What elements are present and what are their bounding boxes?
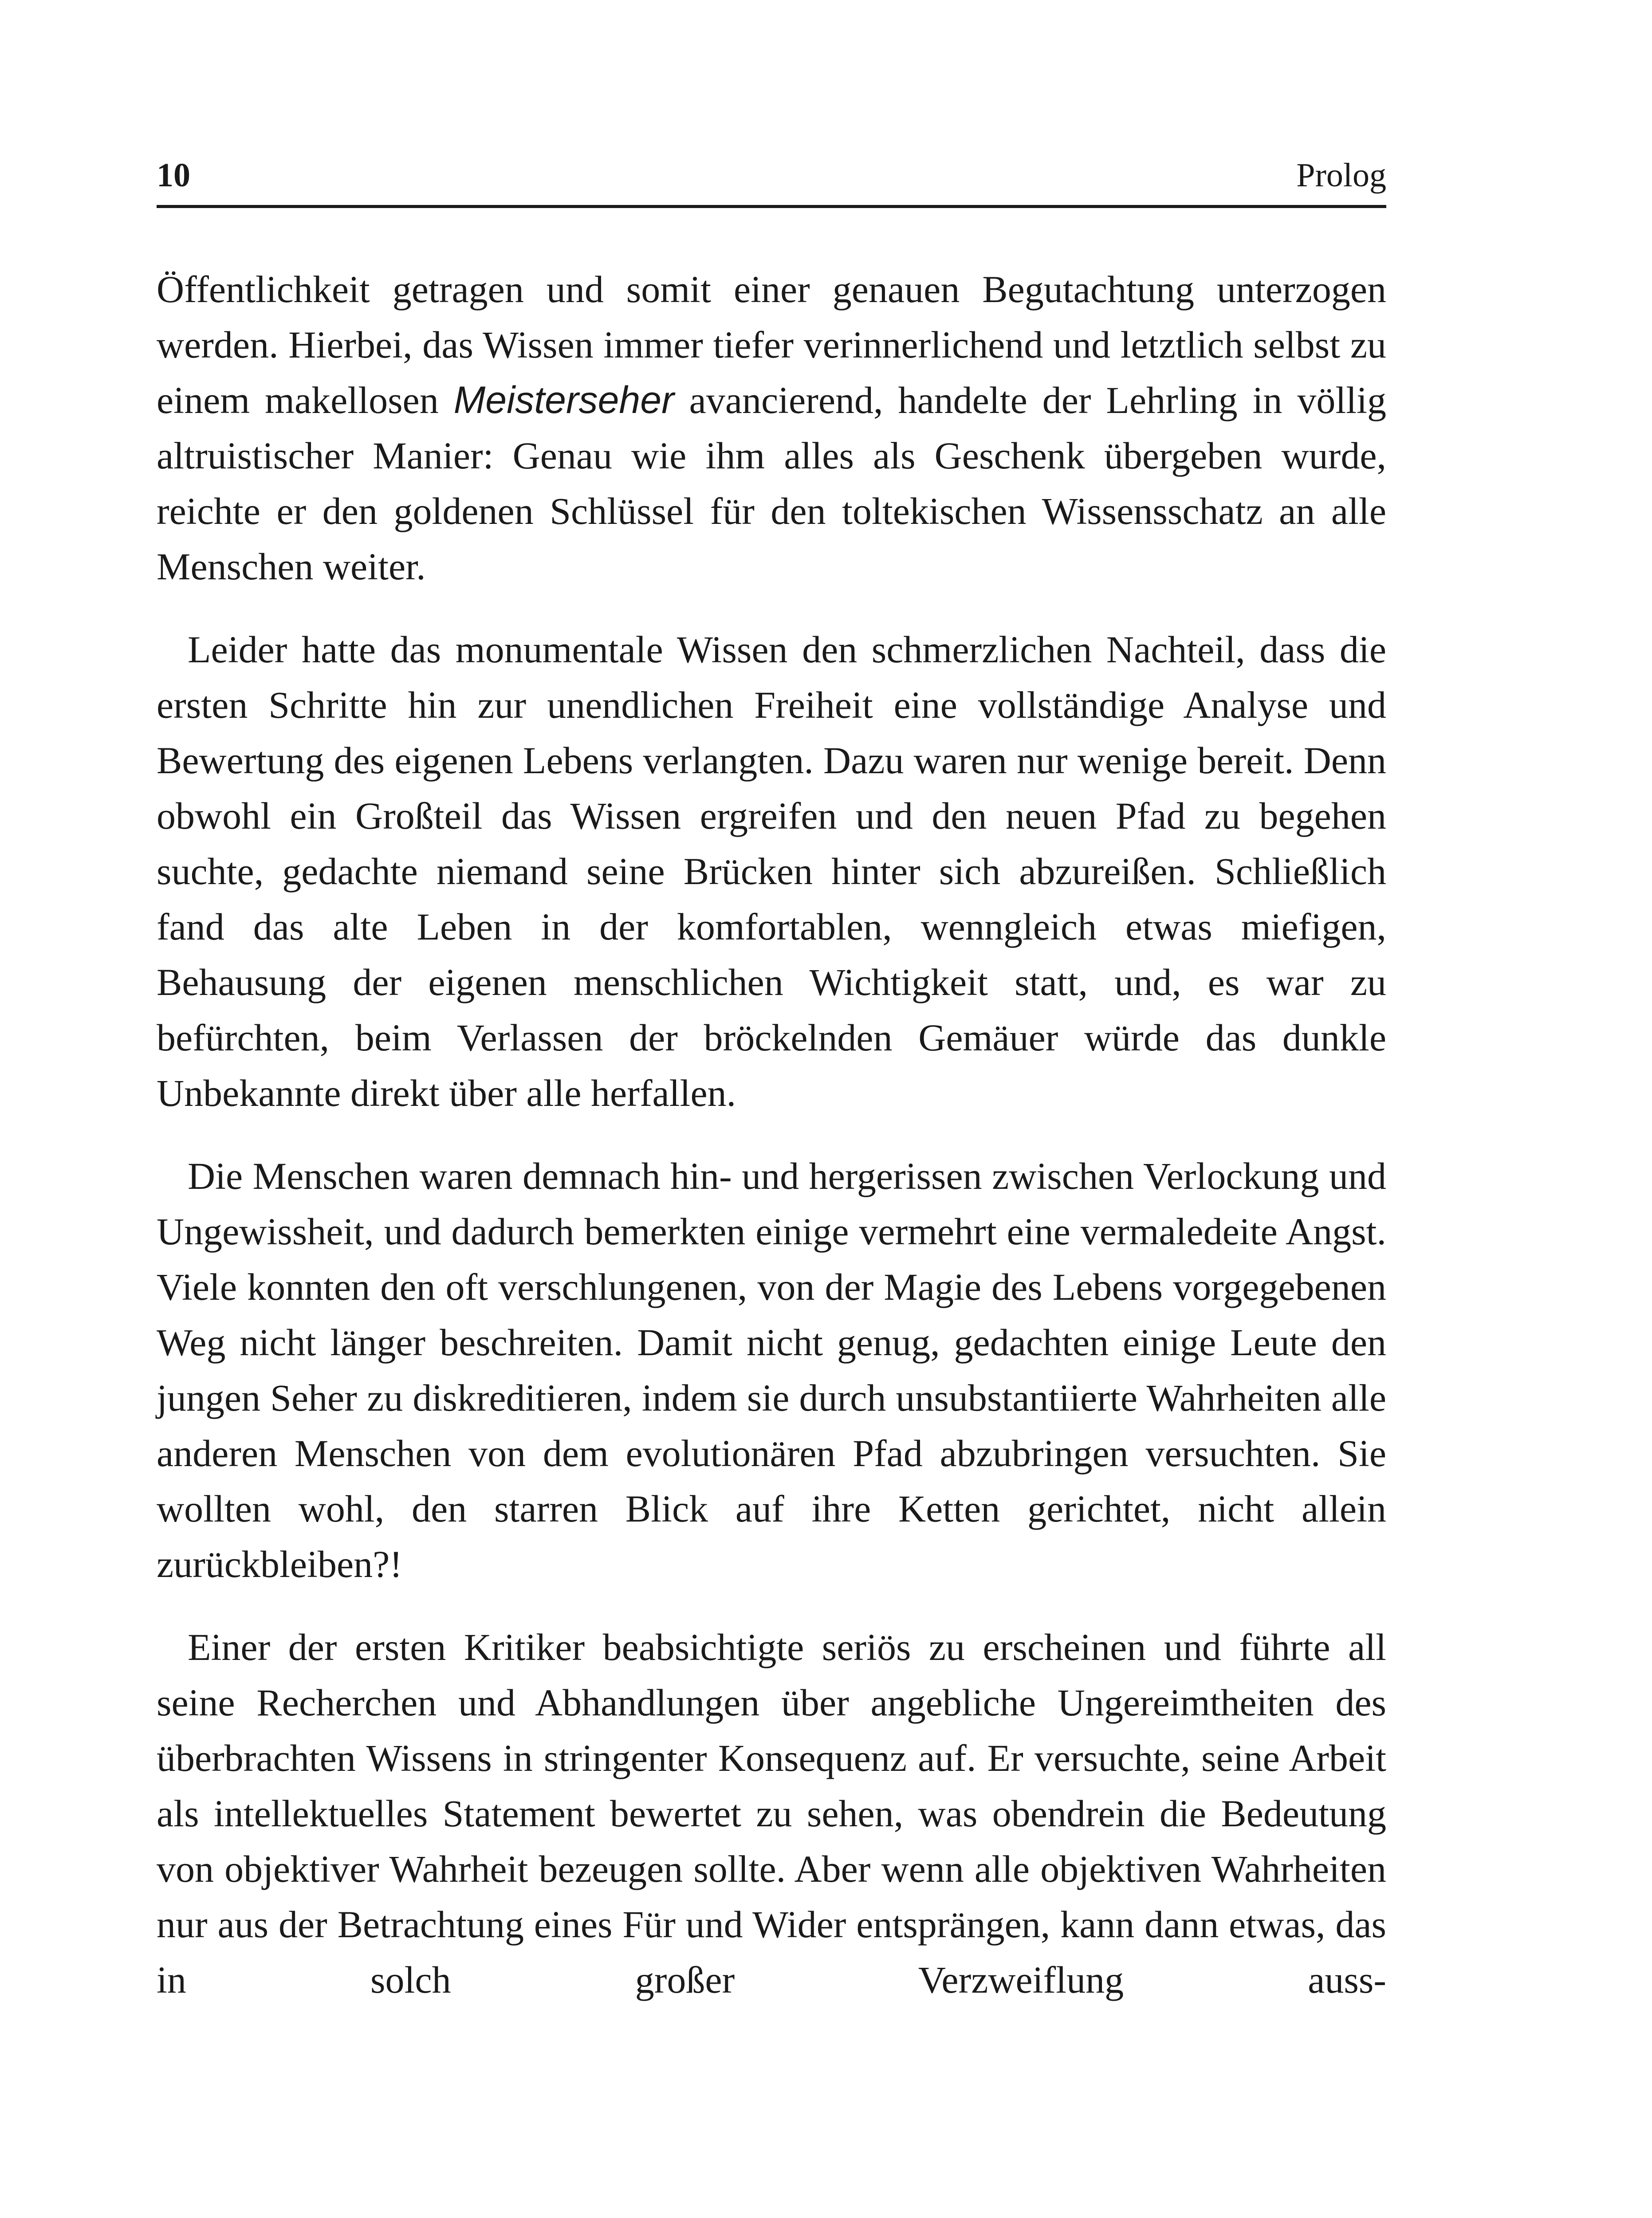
paragraph-1-text-after: avancierend, handelte der Lehrling in völlig altruistischer Manier: Genau wie ihm alles als Geschenk übergeben wurde, reichte er den goldenen Schlüssel für den toltekischen Wissensschatz an alle Menschen weiter. bbox=[157, 379, 1386, 588]
running-head bbox=[157, 153, 1386, 197]
page-number: 10 bbox=[157, 157, 190, 194]
book-page bbox=[157, 0, 1386, 2218]
paragraph-2: Leider hatte das monumentale Wissen den schmerzlichen Nachteil, dass die ersten Schritte hin zur unendlichen Freiheit eine vollständige Analyse und Bewertung des eigenen Lebens verlangten. Dazu waren nur wenige bereit. Denn obwohl ein Großteil das Wissen ergreifen und den neuen Pfad zu begehen suchte, gedachte niemand seine Brücken hinter sich abzureißen. Schließlich fand das alte Leben in der komfortablen, wenngleich etwas miefigen, Behausung der eigenen menschlichen Wichtigkeit statt, und, es war zu befürchten, beim Verlassen der bröckelnden Gemäuer würde das dunkle Unbekannte direkt über alle herfallen. bbox=[157, 628, 1386, 1114]
emphasis-meisterseher: Meisterseher bbox=[453, 379, 674, 421]
chapter-title: Prolog bbox=[1296, 157, 1386, 194]
paragraph-1 bbox=[157, 262, 1386, 594]
paragraph-1-text-before: Öffentlichkeit getragen und somit einer genauen Begutachtung unterzogen werden. Hierbei, das Wissen immer tiefer verinnerlichend und letztlich selbst zu einem makellosen bbox=[157, 268, 1386, 421]
paragraph-4: Einer der ersten Kritiker beabsichtigte seriös zu erscheinen und führte all seine Recherchen und Abhandlungen über angebliche Ungereimtheiten des überbrachten Wissens in stringenter Konsequenz auf. Er versuchte, seine Arbeit als intellektuelles Statement bewertet zu sehen, was obendrein die Bedeutung von objektiver Wahrheit bezeugen sollte. Aber wenn alle objektiven Wahrheiten nur aus der Betrachtung eines Für und Wider entsprängen, kann dann etwas, das in solch großer Verzweiflung auss- bbox=[157, 1626, 1386, 2001]
paragraph-3: Die Menschen waren demnach hin- und hergerissen zwischen Verlockung und Ungewissheit, und dadurch bemerkten einige vermehrt eine vermaledeite Angst. Viele konnten den oft verschlungenen, von der Magie des Lebens vorgegebenen Weg nicht länger beschreiten. Damit nicht genug, gedachten einige Leute den jungen Seher zu diskreditieren, indem sie durch unsubstantiierte Wahrheiten alle anderen Menschen von dem evolutionären Pfad abzubringen versuchten. Sie wollten wohl, den starren Blick auf ihre Ketten gerichtet, nicht allein zurückbleiben?! bbox=[157, 1155, 1386, 1585]
body-text bbox=[157, 262, 1386, 2035]
header-rule bbox=[157, 205, 1386, 208]
